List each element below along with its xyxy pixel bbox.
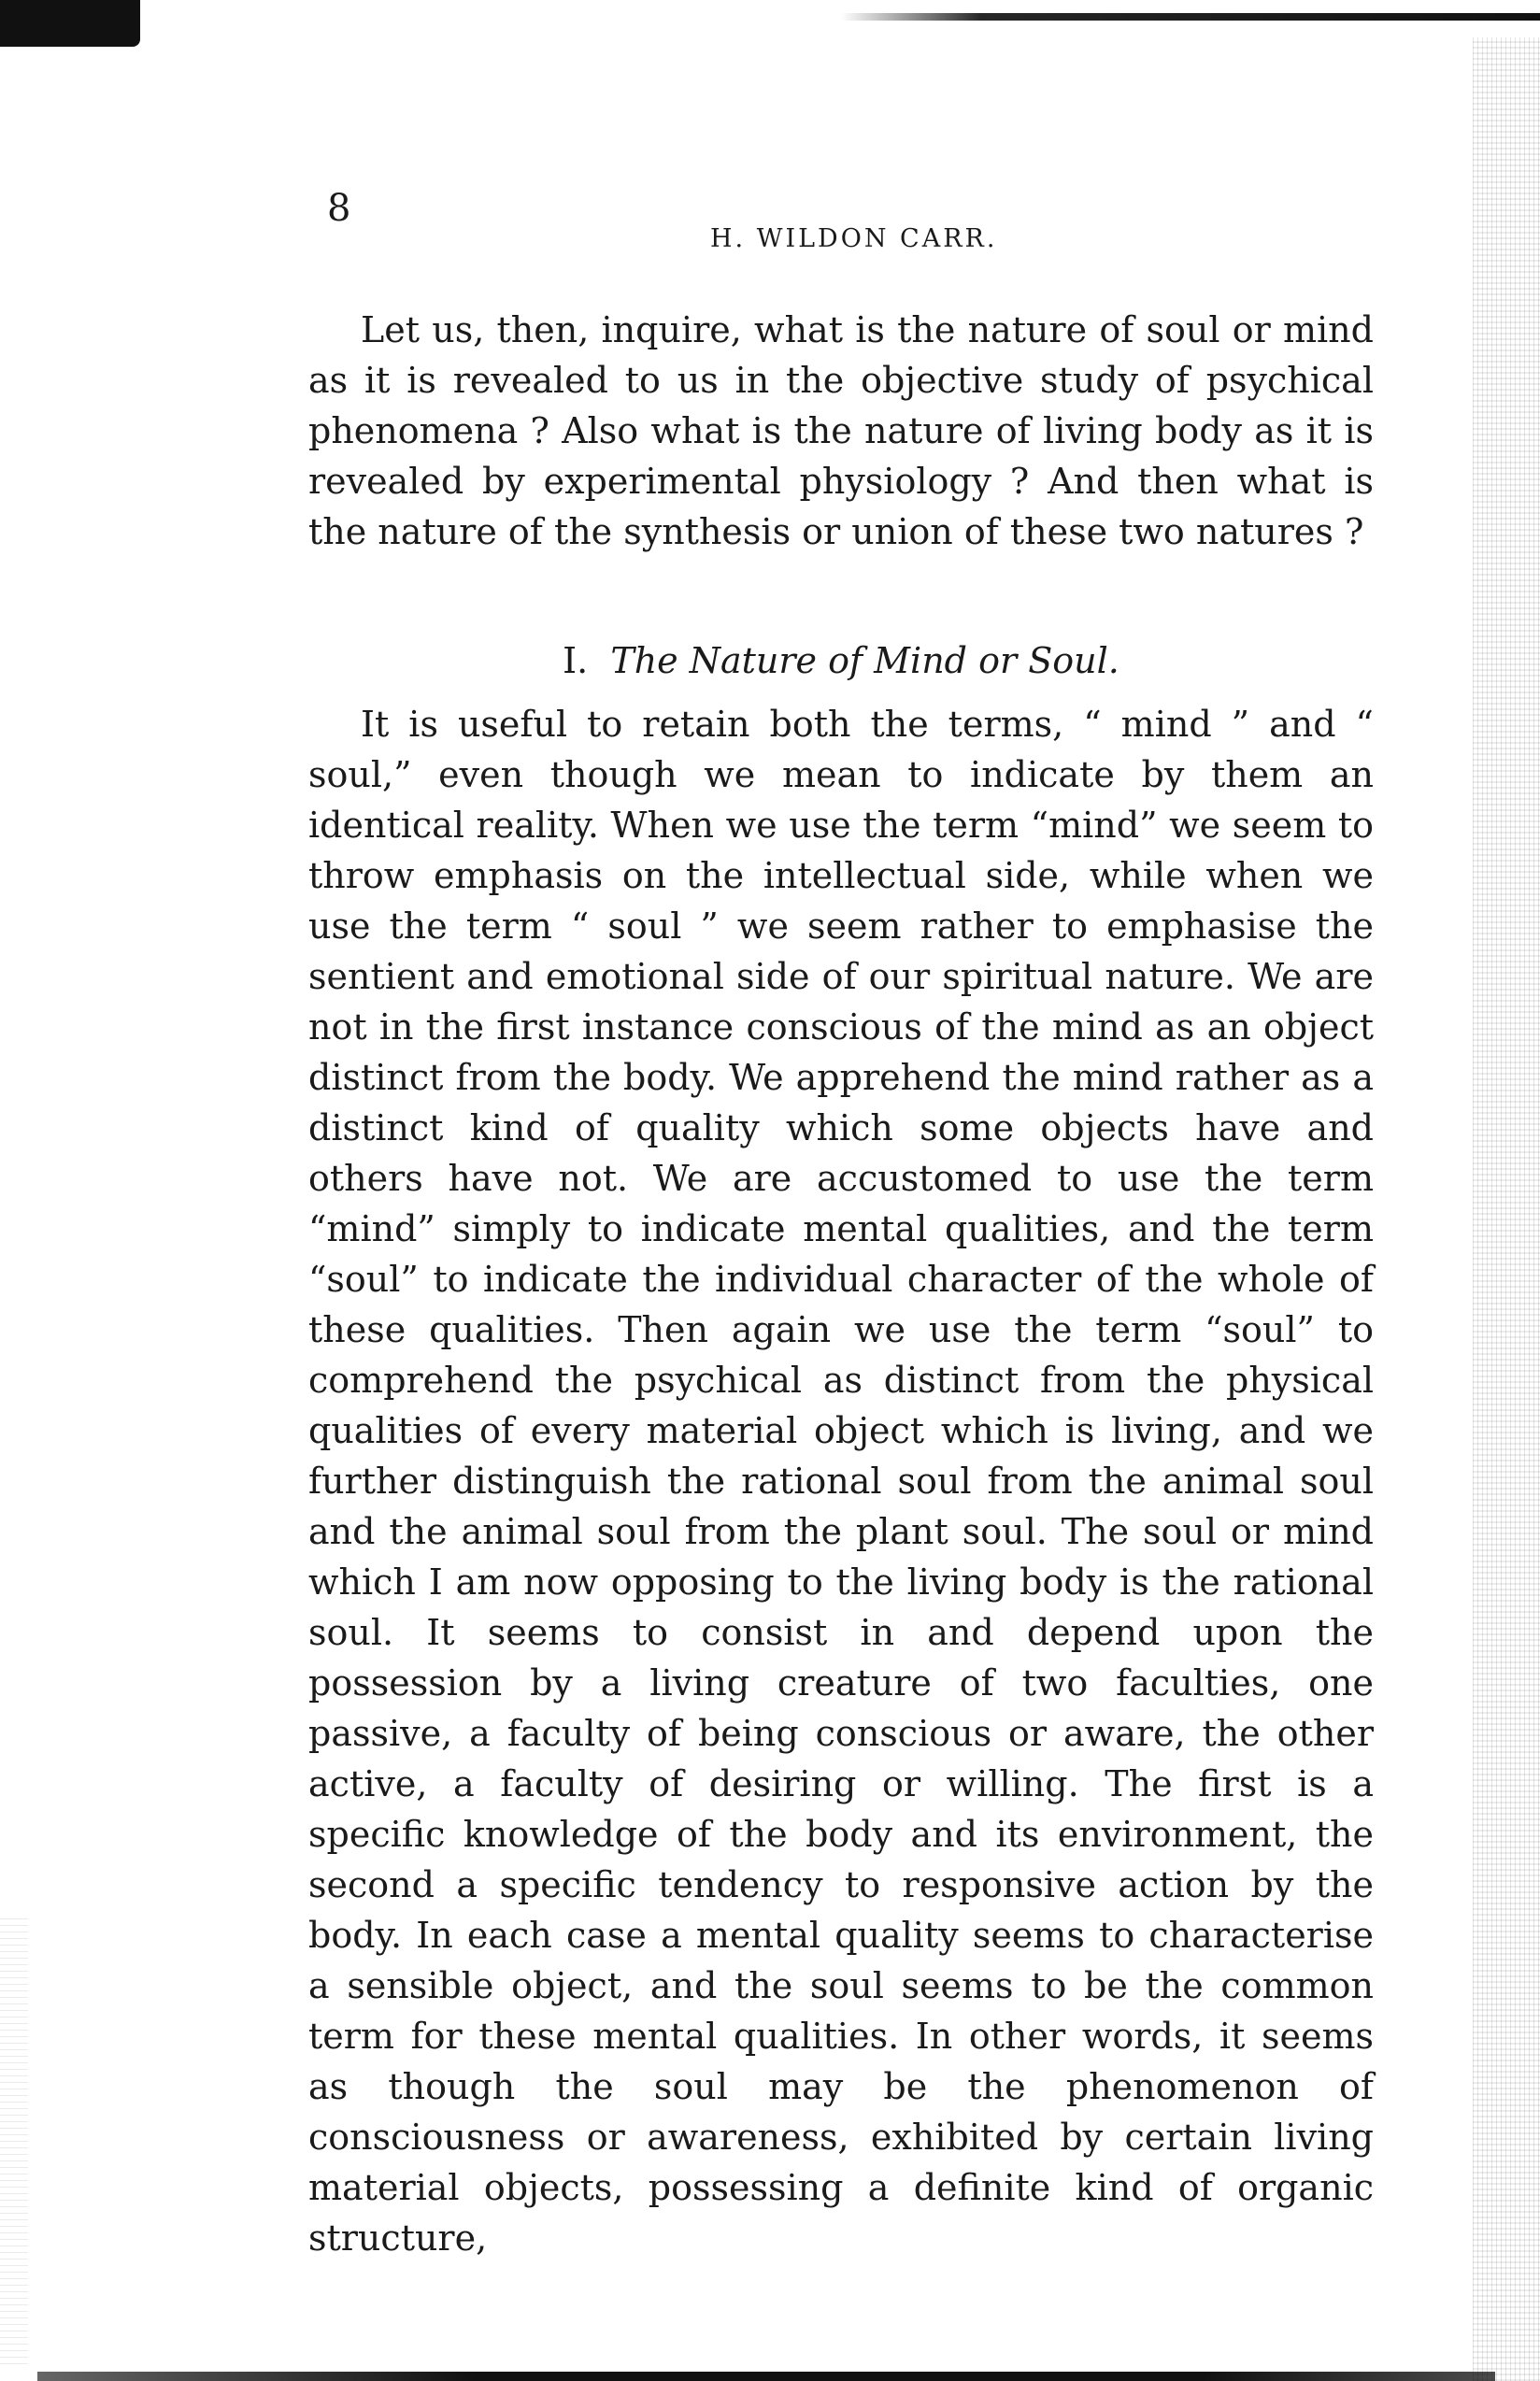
section-number: I.	[563, 640, 589, 681]
running-head	[308, 187, 1374, 262]
running-title: H. WILDON CARR.	[710, 224, 998, 253]
page-number: 8	[327, 187, 351, 230]
scan-left-speckle	[0, 1916, 28, 2364]
scan-top-edge	[841, 13, 1540, 21]
body-paragraph: It is useful to retain both the terms, “ mind ” and “ soul,” even though we mean to indicate by them an identical reality. When we use the term “mind” we seem to throw emphasis on the intellectual side, while when we use the term “ soul ” we seem rather to emphasise the sentient and emotional side of our spiritual nature. We are not in the first instance conscious of the mind as an object distinct from the body. We apprehend the mind rather as a distinct kind of quality which some objects have and others have not. We are accustomed to use the term “mind” simply to indicate mental qualities, and the term “soul” to indicate the individual character of the whole of these qualities. Then again we use the term “soul” to comprehend the psychical as distinct from the physical qualities of every material object which is living, and we further distinguish the rational soul from the animal soul and the animal soul from the plant soul. The soul or mind which I am now opposing to the living body is the rational soul. It seems to consist in and depend upon the possession by a living creature of two faculties, one passive, a faculty of being conscious or aware, the other active, a faculty of desiring or willing. The first is a specific knowledge of the body and its environment, the second a specific tendency to responsive action by the body. In each case a mental quality seems to characterise a sensible object, and the soul seems to be the common term for these mental qualities. In other words, it seems as though the soul may be the phenomenon of consciousness or awareness, exhibited by certain living material objects, possessing a definite kind of organic structure,	[308, 704, 1374, 2259]
scan-right-edge	[1473, 37, 1540, 2381]
intro-paragraph: Let us, then, inquire, what is the nature of soul or mind as it is revealed to us in the objective study of psychical phenomena ? Also what is the nature of living body as it is revealed by experimental physiology ? And then what is the nature of the synthesis or union of these two natures ?	[308, 309, 1374, 552]
scan-bottom-edge	[37, 2372, 1495, 2381]
section-title: The Nature of Mind or Soul.	[610, 640, 1119, 681]
section-heading	[308, 635, 1374, 686]
book-page	[308, 187, 1374, 2263]
scan-edge-mark	[0, 0, 140, 47]
